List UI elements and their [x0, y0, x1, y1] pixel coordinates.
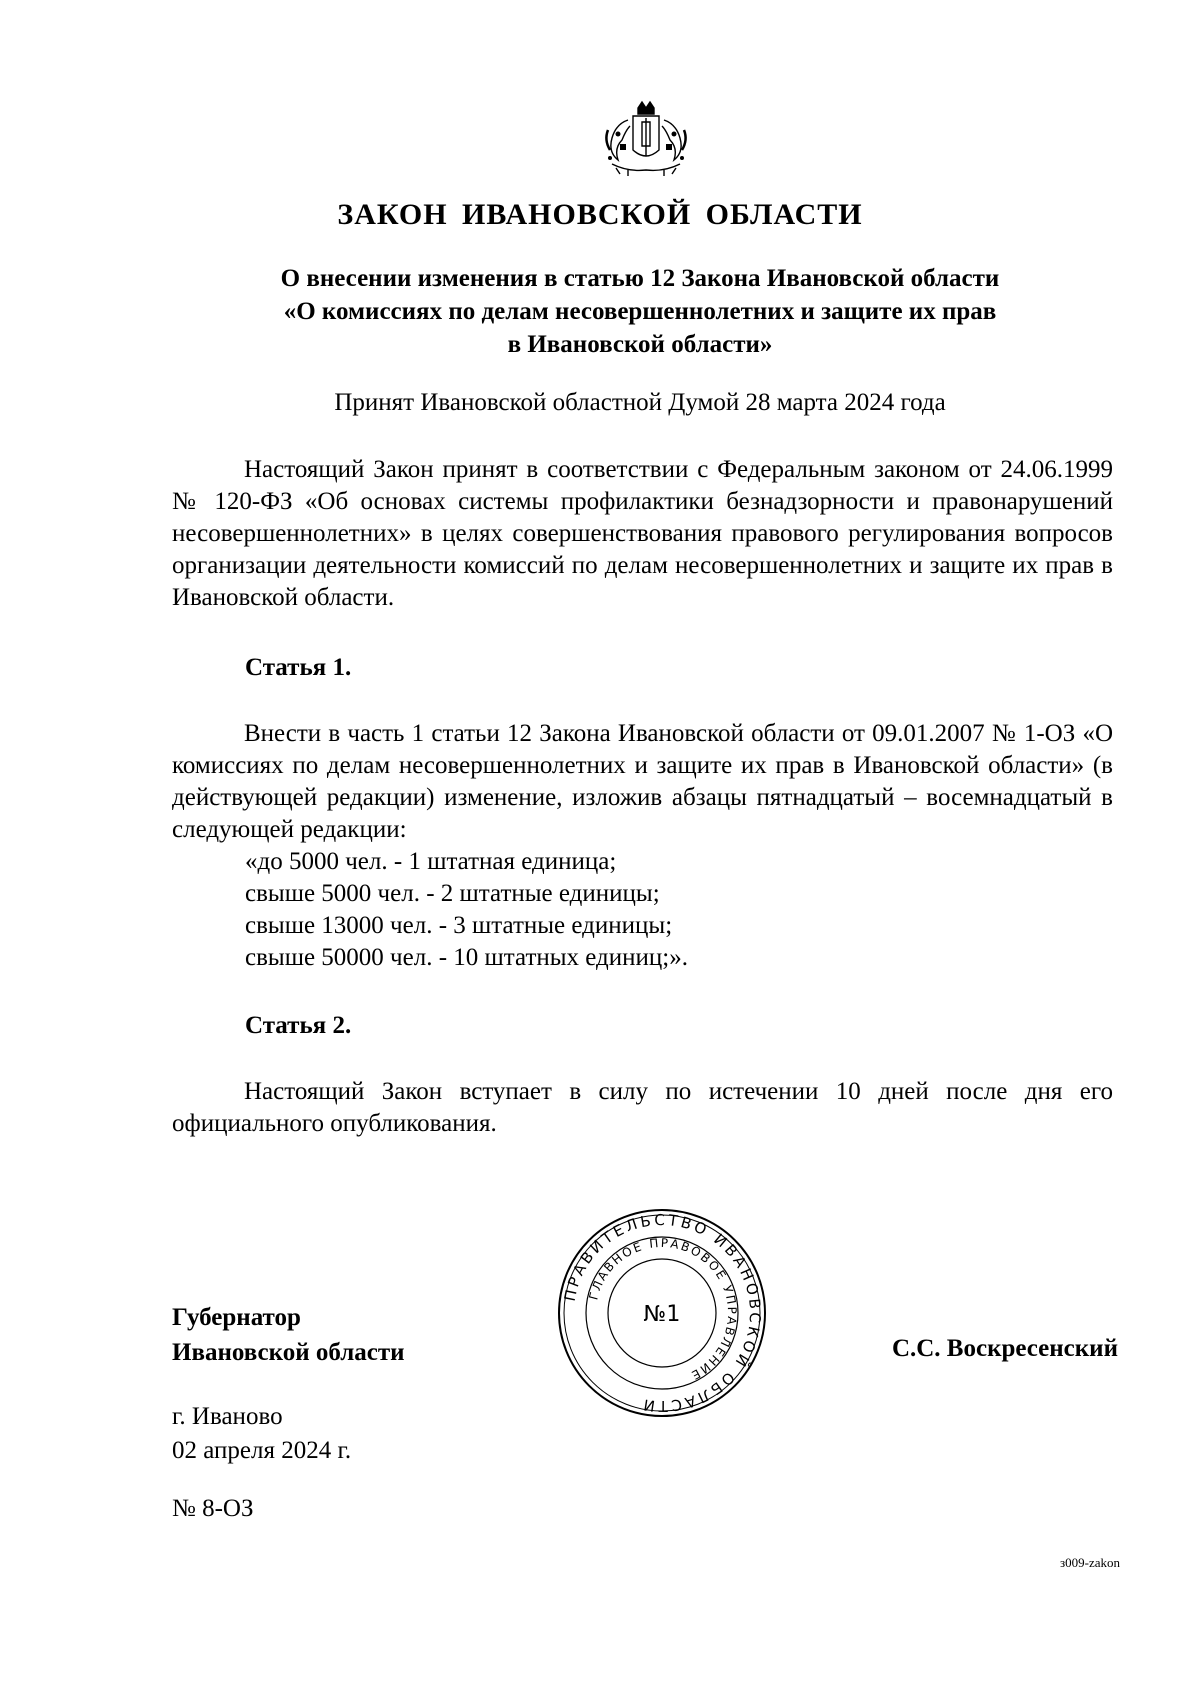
signature-position: [172, 1300, 405, 1370]
document-subtitle: [160, 262, 1120, 361]
list-item: свыше 5000 чел. - 2 штатные единицы;: [245, 880, 660, 907]
list-item: свыше 50000 чел. - 10 штатных единиц;».: [245, 944, 688, 971]
article-2-text: Настоящий Закон вступает в силу по истечении 10 дней после дня его официального опубликования.: [172, 1078, 1113, 1137]
law-number: № 8-ОЗ: [172, 1495, 254, 1522]
article-2-paragraph: [172, 1076, 1113, 1140]
signature-position-line: Ивановской области: [172, 1339, 405, 1366]
subtitle-line: «О комиссиях по делам несовершеннолетних и защите их прав: [283, 298, 997, 325]
list-item: свыше 13000 чел. - 3 штатные единицы;: [245, 912, 673, 939]
preamble-paragraph: [172, 454, 1113, 614]
article-1-heading: Статья 1.: [245, 654, 352, 681]
signatory-name: С.С. Воскресенский: [891, 1335, 1118, 1362]
preamble-text: Настоящий Закон принят в соответствии с Федеральным законом от 24.06.1999 № 120-ФЗ «Об основах системы профилактики безнадзорности и правонарушений несовершеннолетних» в целях совершенствования правового регулирования вопросов организации деятельности комиссий по делам несовершеннолетних и защите их прав в Ивановской области.: [172, 456, 1113, 611]
stamp-outer-text: ПРАВИТЕЛЬСТВО ИВАНОВСКОЙ ОБЛАСТИ: [560, 1210, 765, 1416]
signature-position-line: Губернатор: [172, 1304, 301, 1331]
stamp-number: №1: [643, 1302, 681, 1327]
subtitle-line: в Ивановской области»: [507, 331, 773, 358]
subtitle-line: О внесении изменения в статью 12 Закона Ивановской области: [280, 265, 1000, 292]
date: 02 апреля 2024 г.: [172, 1437, 352, 1464]
document-title: ЗАКОН ИВАНОВСКОЙ ОБЛАСТИ: [337, 198, 863, 231]
official-stamp: [557, 1208, 767, 1418]
stamp-inner-text: ГЛАВНОЕ ПРАВОВОЕ УПРАВЛЕНИЕ: [586, 1235, 740, 1384]
article-1-list: [245, 846, 688, 974]
place: г. Иваново: [172, 1403, 283, 1430]
document-code: з009-zakon: [1059, 1555, 1120, 1570]
list-item: «до 5000 чел. - 1 штатная единица;: [245, 848, 617, 875]
article-1-text: Внести в часть 1 статьи 12 Закона Ивановской области от 09.01.2007 № 1-ОЗ «О комиссиях по делам несовершеннолетних и защите их прав в Ивановской области» (в действующей редакции) изменение, изложив абзацы пятнадцатый – восемнадцатый в следующей редакции:: [172, 720, 1113, 843]
place-and-date: [172, 1400, 351, 1468]
article-2-heading: Статья 2.: [245, 1012, 352, 1039]
adoption-line: Принят Ивановской областной Думой 28 марта 2024 года: [334, 389, 946, 416]
article-1-paragraph: [172, 718, 1113, 846]
coat-of-arms-icon: [598, 100, 693, 180]
